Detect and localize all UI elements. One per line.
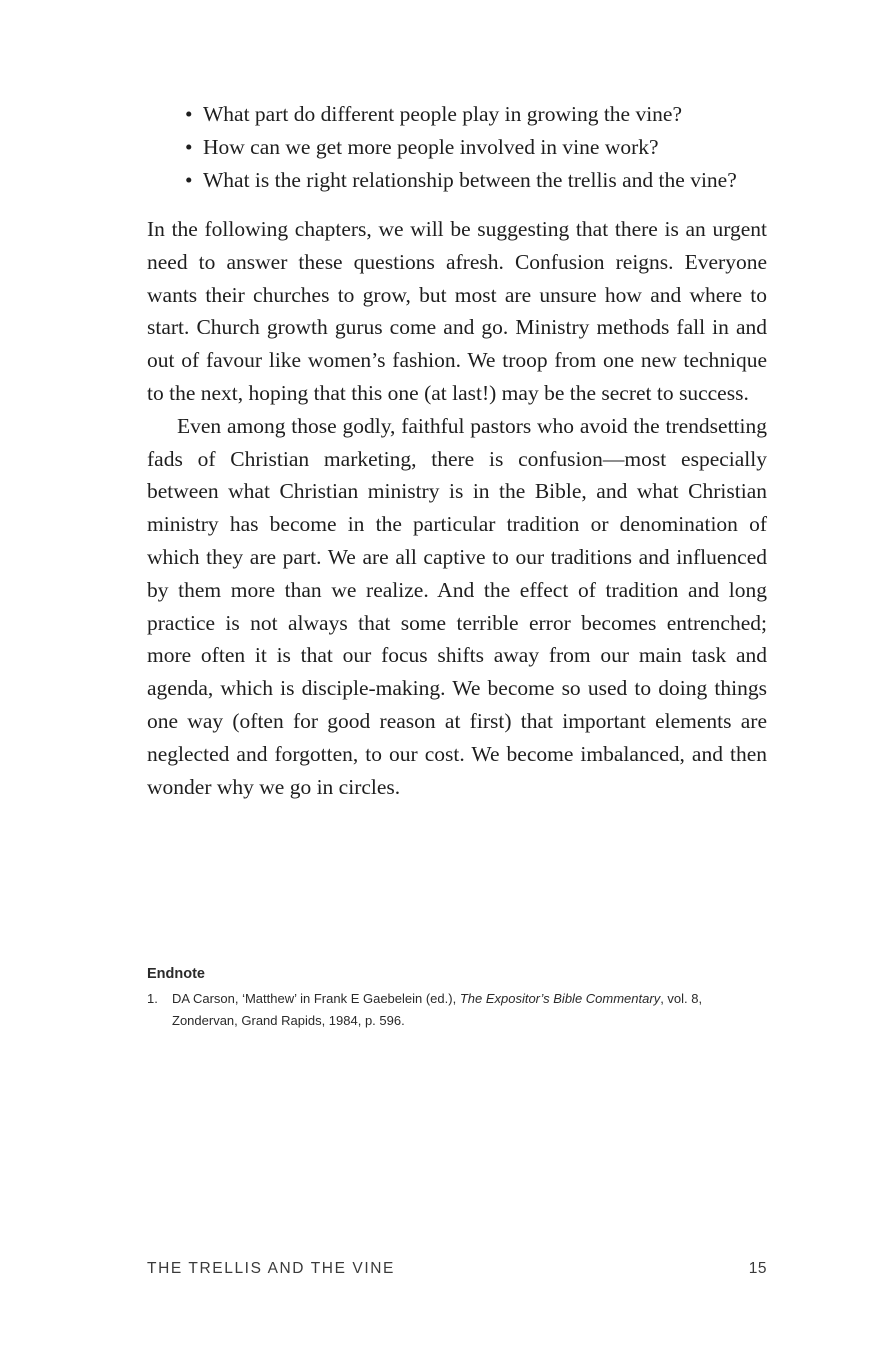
list-item: [185, 98, 767, 131]
list-item: [185, 164, 767, 197]
paragraph-confusion: In the following chapters, we will be suggesting that there is an urgent need to answer these questions afresh. Confusion reigns. Everyone wants their churches to grow, but most are unsure how and where to start. Church growth gurus come and go. Ministry methods fall in and out of favour like women’s fashion. We troop from one new technique to the next, hoping that this one (at last!) may be the secret to success.: [147, 217, 767, 405]
list-item-text: What part do different people play in growing the vine?: [203, 102, 683, 126]
bullet-glyph: •: [185, 102, 193, 126]
endnote-heading: Endnote: [147, 966, 205, 982]
running-title: THE TRELLIS AND THE VINE: [147, 1260, 395, 1277]
citation-book-title: The Expositor’s Bible Commentary: [459, 991, 661, 1006]
question-list: [147, 98, 767, 197]
page-number: 15: [748, 1260, 767, 1277]
list-item-text: How can we get more people involved in vine work?: [203, 135, 659, 159]
page-body: [147, 98, 767, 803]
citation-text-after: , vol. 8, Zondervan, Grand Rapids, 1984, p. 596.: [172, 991, 703, 1028]
page-footer: [147, 1260, 767, 1278]
bullet-glyph: •: [185, 135, 193, 159]
endnote-section: [147, 964, 767, 1032]
paragraph-tradition: Even among those godly, faithful pastors who avoid the trendsetting fads of Christian marketing, there is confusion—most especially between what Christian ministry is in the Bible, and what Christian ministry has become in the particular tradition or denomination of which they are part. We are all captive to our traditions and influenced by them more than we realize. And the effect of tradition and long practice is not always that some terrible error becomes entrenched; more often it is that our focus shifts away from our main task and agenda, which is disciple-making. We become so used to doing things one way (often for good reason at first) that important elements are neglected and forgotten, to our cost. We become imbalanced, and then wonder why we go in circles.: [147, 413, 767, 799]
endnote-item: [147, 988, 767, 1032]
list-item-text: What is the right relationship between the trellis and the vine?: [203, 168, 737, 192]
endnote-number: 1.: [147, 991, 158, 1006]
citation-text-before: DA Carson, ‘Matthew’ in Frank E Gaebelein (ed.),: [172, 991, 460, 1006]
list-item: [185, 131, 767, 164]
endnote-citation: [172, 988, 767, 1032]
bullet-glyph: •: [185, 168, 193, 192]
